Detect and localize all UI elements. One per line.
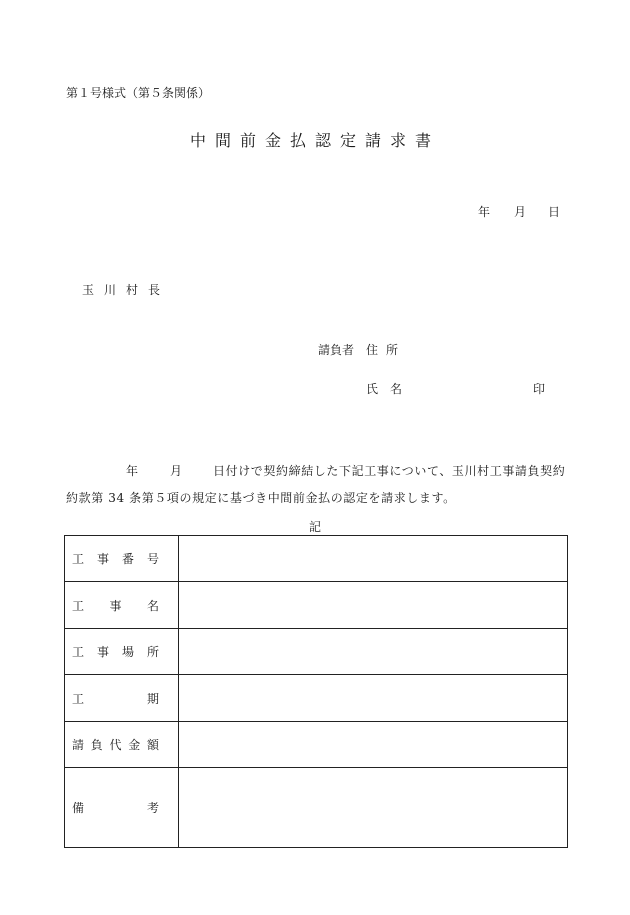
row-label-char: 負	[90, 738, 103, 752]
row-label-char: 工	[72, 552, 85, 566]
row-label-char: 工	[72, 598, 85, 613]
request-statement	[66, 458, 566, 512]
row-label-char: 請	[72, 738, 85, 752]
row-label	[65, 536, 179, 582]
table-row	[65, 582, 568, 629]
row-label-char: 名	[146, 598, 159, 613]
statement-year-label: 年	[126, 464, 139, 478]
row-label	[65, 768, 179, 848]
date-year-label: 年	[478, 205, 491, 219]
row-label-char: 事	[96, 645, 109, 659]
details-table	[64, 535, 568, 848]
row-label	[65, 675, 179, 722]
row-label-char: 期	[146, 691, 159, 706]
row-value	[179, 675, 568, 722]
table-row	[65, 675, 568, 722]
table-row	[65, 722, 568, 768]
row-label-char: 備	[72, 801, 85, 815]
ki-label: 記	[308, 520, 321, 534]
row-label-char: 金	[128, 738, 141, 752]
addressee: 玉川村長	[82, 283, 171, 297]
row-label-char: 額	[146, 738, 159, 752]
seal-label: 印	[533, 382, 546, 396]
row-label-char: 事	[96, 552, 109, 566]
row-label-char: 所	[146, 645, 159, 659]
row-value	[179, 536, 568, 582]
date-line	[478, 203, 560, 220]
date-month-label: 月	[514, 205, 527, 219]
date-day-label: 日	[548, 205, 561, 219]
row-value	[179, 582, 568, 629]
row-label-char: 事	[109, 598, 122, 613]
form-number: 第１号様式（第５条関係）	[66, 86, 211, 100]
row-label-char: 工	[72, 645, 85, 659]
page-title: 中間前金払認定請求書	[189, 131, 440, 150]
contractor-name-label: 氏名	[366, 382, 415, 396]
table-row	[65, 768, 568, 848]
contractor-address-label: 住所	[366, 343, 407, 357]
row-label-char: 考	[146, 801, 159, 815]
row-label-char: 場	[121, 645, 134, 659]
contractor-label: 請負者	[318, 343, 355, 357]
row-label	[65, 582, 179, 629]
row-label-char: 工	[72, 691, 85, 706]
row-value	[179, 768, 568, 848]
statement-text: 日付けで契約締結した下記工事について、玉川村工事請負契約約款第 34 条第５項の規定に基づき中間前金払の認定を請求します。	[66, 464, 566, 505]
statement-month-label: 月	[170, 464, 183, 478]
row-value	[179, 722, 568, 768]
row-label-char: 号	[146, 552, 159, 566]
row-label-char: 番	[121, 552, 134, 566]
table-row	[65, 536, 568, 582]
table-row	[65, 629, 568, 675]
row-label-char: 代	[109, 738, 122, 752]
row-label	[65, 722, 179, 768]
row-value	[179, 629, 568, 675]
row-label	[65, 629, 179, 675]
